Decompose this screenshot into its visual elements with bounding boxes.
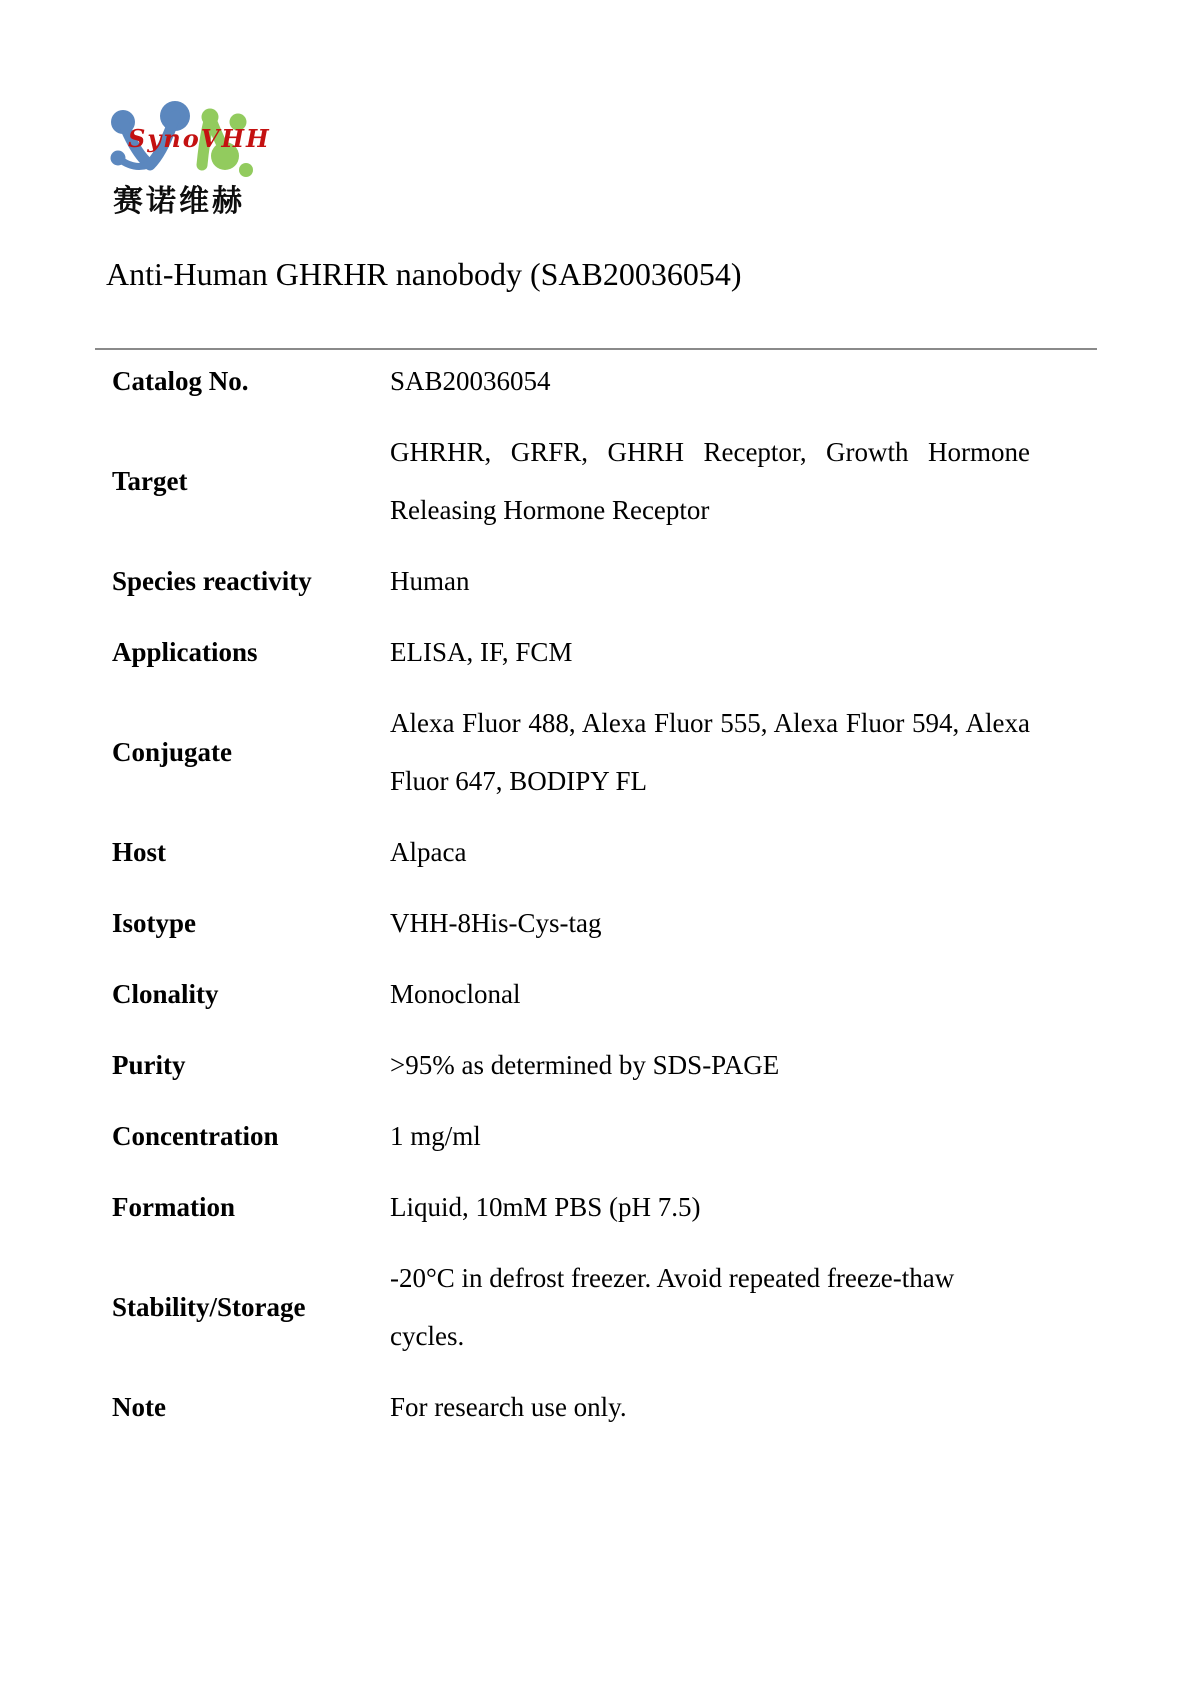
row-label: Clonality: [112, 979, 219, 1009]
table-row: [112, 352, 1032, 410]
table-row: [112, 823, 1032, 881]
row-label: Stability/Storage: [112, 1292, 306, 1322]
logo-brand-text: SynoVHH: [128, 124, 271, 153]
row-value: ELISA, IF, FCM: [390, 637, 573, 667]
table-row: [112, 1107, 1032, 1165]
row-label: Conjugate: [112, 737, 232, 767]
table-row: [112, 1249, 1032, 1365]
row-label: Purity: [112, 1050, 186, 1080]
table-row: [112, 1378, 1032, 1436]
row-value: Alexa Fluor 488, Alexa Fluor 555, Alexa Fluor 594, Alexa Fluor 647, BODIPY FL: [390, 708, 1030, 796]
table-row: [112, 423, 1032, 539]
row-value: VHH-8His-Cys-tag: [390, 908, 602, 938]
row-label: Target: [112, 466, 188, 496]
row-value: Monoclonal: [390, 979, 521, 1009]
row-label: Formation: [112, 1192, 235, 1222]
row-label: Catalog No.: [112, 366, 249, 396]
row-value: SAB20036054: [390, 366, 551, 396]
spec-table: [112, 352, 1032, 1449]
table-row: [112, 552, 1032, 610]
row-label: Species reactivity: [112, 566, 312, 596]
company-logo: [98, 86, 273, 186]
table-row: [112, 623, 1032, 681]
row-value: For research use only.: [390, 1392, 627, 1422]
row-value: Human: [390, 566, 470, 596]
table-row: [112, 1036, 1032, 1094]
row-value: 1 mg/ml: [390, 1121, 481, 1151]
row-label: Applications: [112, 637, 258, 667]
row-label: Concentration: [112, 1121, 279, 1151]
table-row: [112, 965, 1032, 1023]
row-label: Host: [112, 837, 166, 867]
table-row: [112, 894, 1032, 952]
table-row: [112, 1178, 1032, 1236]
row-value: Liquid, 10mM PBS (pH 7.5): [390, 1192, 701, 1222]
row-label: Note: [112, 1392, 166, 1422]
title-divider: [95, 348, 1097, 350]
row-label: Isotype: [112, 908, 197, 938]
row-value: GHRHR, GRFR, GHRH Receptor, Growth Hormone Releasing Hormone Receptor: [390, 437, 1030, 525]
row-value: -20°C in defrost freezer. Avoid repeated freeze-thaw cycles.: [390, 1263, 955, 1351]
row-value: >95% as determined by SDS-PAGE: [390, 1050, 780, 1080]
row-value: Alpaca: [390, 837, 467, 867]
table-row: [112, 694, 1032, 810]
page-title: Anti-Human GHRHR nanobody (SAB20036054): [106, 256, 742, 292]
logo-chinese-name: 赛诺维赫: [113, 185, 245, 218]
